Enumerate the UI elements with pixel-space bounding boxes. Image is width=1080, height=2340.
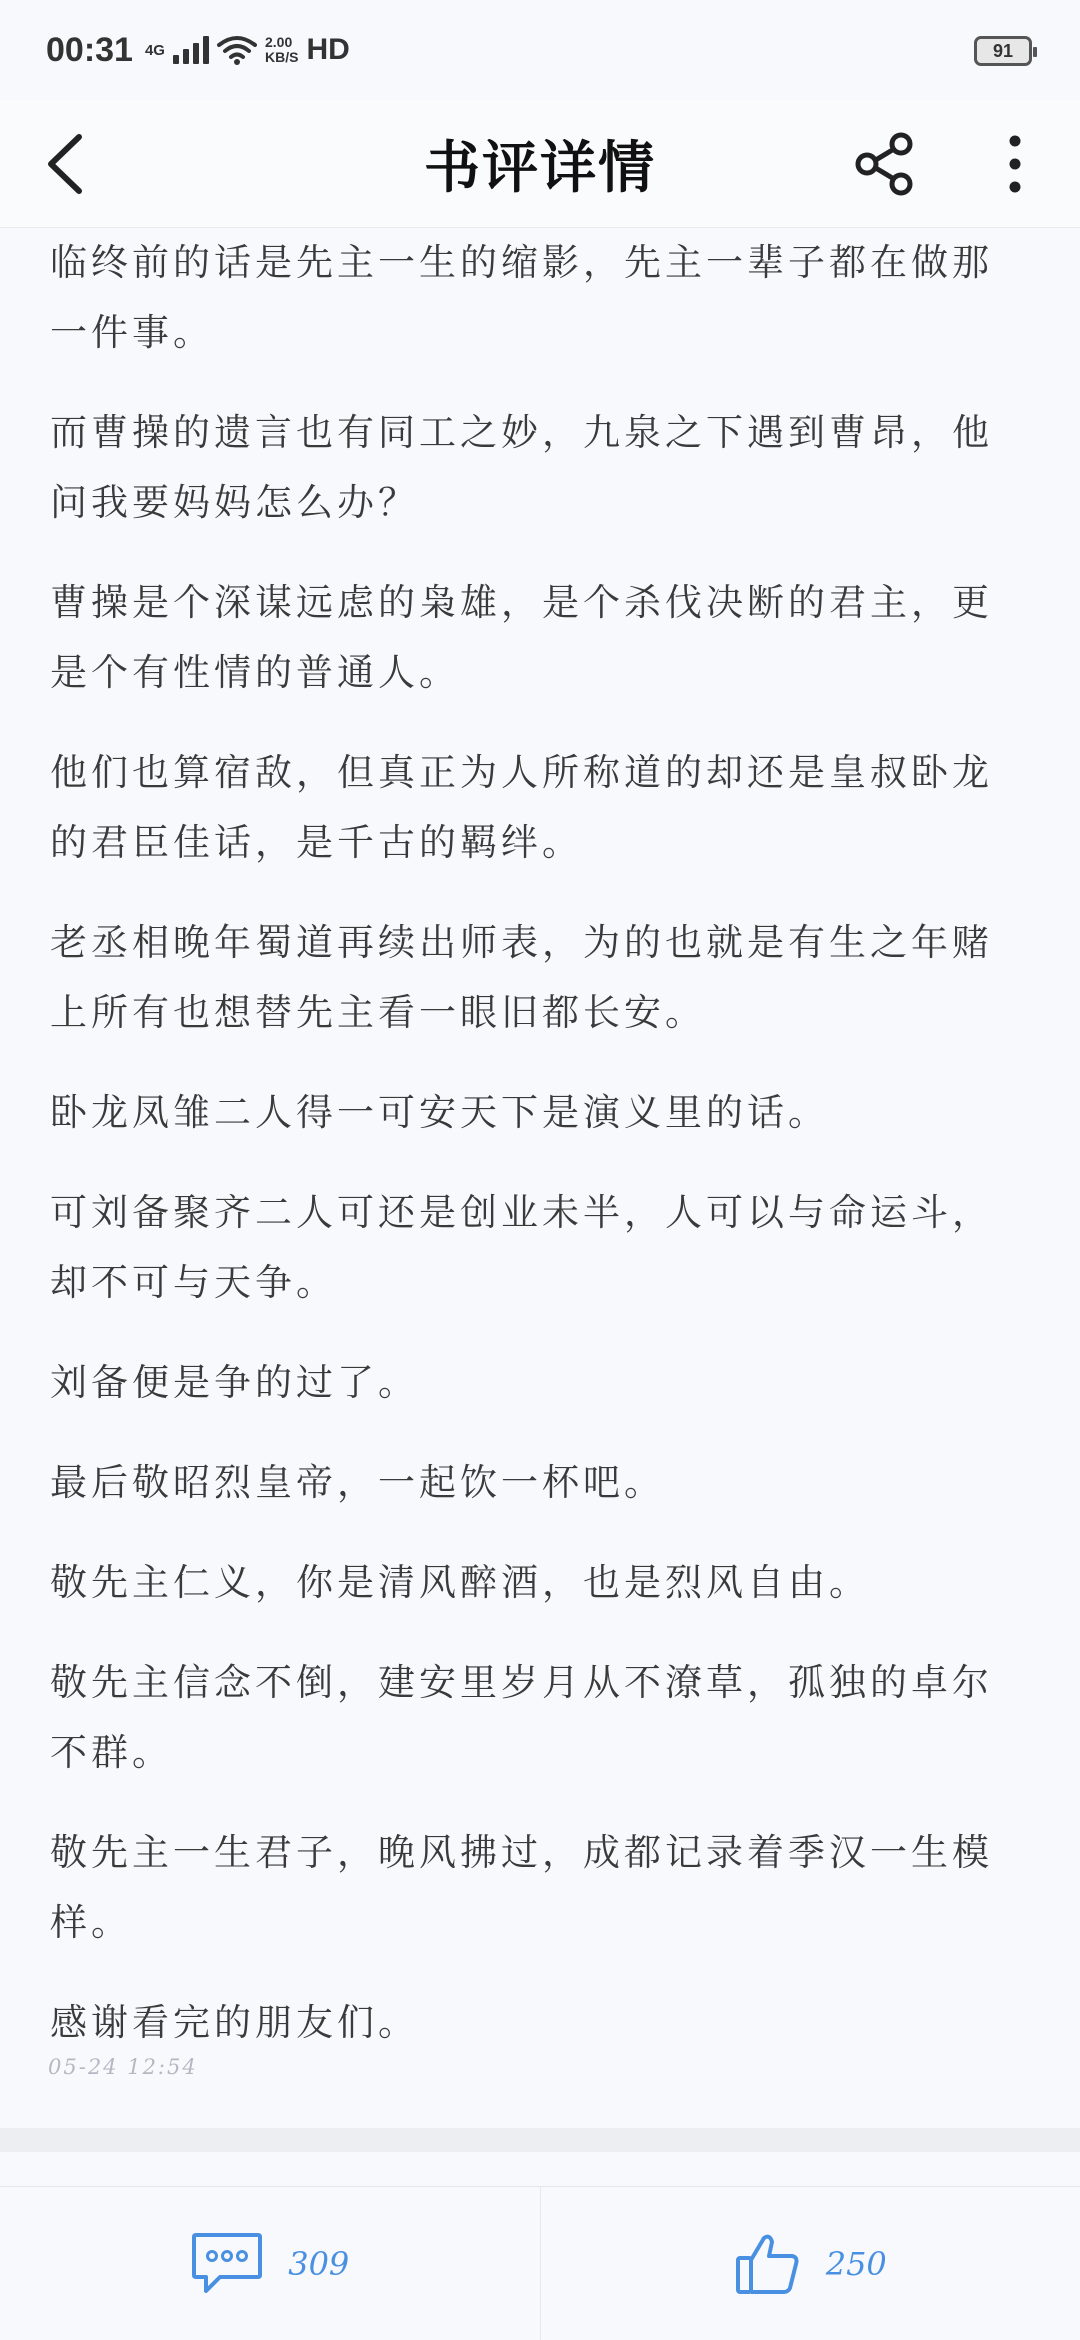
header: [0, 100, 1080, 228]
comment-count: 309: [288, 2244, 350, 2283]
speed-unit: KB/S: [264, 49, 299, 65]
bottom-action-bar: [0, 2186, 1080, 2340]
review-paragraph: 而曹操的遗言也有同工之妙，九泉之下遇到曹昂，他问我要妈妈怎么办？: [50, 411, 993, 524]
battery-icon: [974, 36, 1032, 66]
status-time: 00:31: [46, 30, 133, 69]
review-paragraph: 可刘备聚齐二人可还是创业未半，人可以与命运斗，却不可与天争。: [50, 1191, 993, 1304]
review-content: [50, 228, 1030, 2088]
status-bar: [0, 0, 1080, 100]
more-button[interactable]: [990, 128, 1040, 200]
review-paragraph: 他们也算宿敌，但真正为人所称道的却还是皇叔卧龙的君臣佳话，是千古的羁绊。: [50, 751, 993, 864]
review-paragraph: 临终前的话是先主一生的缩影，先主一辈子都在做那一件事。: [50, 241, 993, 354]
back-button[interactable]: [30, 126, 100, 202]
network-type: 4G: [144, 41, 165, 59]
battery-level: 91: [992, 40, 1014, 61]
share-icon: [853, 132, 917, 196]
more-vertical-icon: [1008, 134, 1022, 194]
review-paragraph: 敬先主信念不倒，建安里岁月从不潦草，孤独的卓尔不群。: [50, 1661, 993, 1774]
section-divider: [0, 2128, 1080, 2152]
review-paragraph: 刘备便是争的过了。: [50, 1361, 419, 1404]
network-speed: [265, 35, 298, 65]
share-button[interactable]: [850, 128, 920, 200]
page-title: 书评详情: [424, 134, 656, 201]
wifi-icon: [217, 35, 257, 65]
review-paragraph: 敬先主一生君子，晚风拂过，成都记录着季汉一生模样。: [50, 1831, 993, 1944]
thumbs-up-icon: [734, 2230, 802, 2298]
review-paragraph: 感谢看完的朋友们。: [50, 2001, 419, 2044]
review-paragraph: 卧龙凤雏二人得一可安天下是演义里的话。: [50, 1091, 829, 1134]
speed-value: 2.00: [264, 34, 293, 50]
review-paragraph: 最后敬昭烈皇帝，一起饮一杯吧。: [50, 1461, 665, 1504]
review-paragraph: 老丞相晚年蜀道再续出师表，为的也就是有生之年赌上所有也想替先主看一眼旧都长安。: [50, 921, 993, 1034]
network-indicators: [145, 33, 350, 67]
back-arrow-icon: [43, 133, 87, 195]
review-timestamp: 05-24 12:54: [48, 2055, 198, 2079]
review-paragraph: 曹操是个深谋远虑的枭雄，是个杀伐决断的君主，更是个有性情的普通人。: [50, 581, 993, 694]
comment-bubble-icon: [190, 2231, 264, 2297]
like-count: 250: [825, 2244, 887, 2283]
hd-indicator: HD: [306, 33, 350, 66]
like-button[interactable]: [540, 2187, 1080, 2340]
comment-button[interactable]: [0, 2187, 540, 2340]
signal-icon: [173, 36, 209, 64]
review-paragraph: 敬先主仁义，你是清风醉酒，也是烈风自由。: [50, 1561, 870, 1604]
